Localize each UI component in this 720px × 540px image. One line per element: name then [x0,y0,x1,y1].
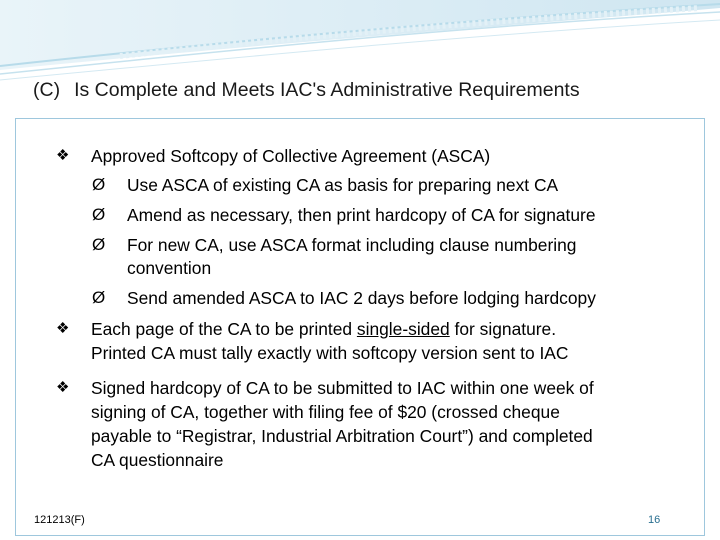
arrow-bullet-icon: Ø [92,235,106,254]
sub-item-3-cont: convention [127,258,212,278]
bullet-2-text-after: for signature. [449,319,557,339]
sub-item-2: Amend as necessary, then print hardcopy of CA for signature [127,205,596,225]
sub-item-3: For new CA, use ASCA format including clause numbering [127,235,577,255]
arrow-bullet-icon: Ø [92,205,106,224]
title-text: Is Complete and Meets IAC's Administrative Requirements [74,79,580,101]
sub-item-1: Use ASCA of existing CA as basis for preparing next CA [127,175,559,195]
bullet-2-text [91,317,556,341]
header-wave-decoration [0,0,720,120]
diamond-bullet-icon: ❖ [56,320,70,337]
bullet-3-line-1: Signed hardcopy of CA to be submitted to IAC within one week of [91,378,594,398]
bullet-1-text: Approved Softcopy of Collective Agreement (ASCA) [91,146,491,166]
sub-item-4: Send amended ASCA to IAC 2 days before lodging hardcopy [127,288,596,308]
slide-title [33,79,580,102]
page-number: 16 [648,514,661,526]
bullet-2-underlined: single-sided [356,319,450,339]
arrow-bullet-icon: Ø [92,175,106,194]
bullet-3-line-2: signing of CA, together with filing fee of $20 (crossed cheque [91,402,560,422]
title-tag: (C) [33,79,61,101]
diamond-bullet-icon: ❖ [56,379,70,396]
bullet-3-line-4: CA questionnaire [91,450,224,470]
diamond-bullet-icon: ❖ [56,147,70,164]
bullet-2-text-before: Each page of the CA to be printed [91,319,357,339]
bullet-2-line-2: Printed CA must tally exactly with softcopy version sent to IAC [91,343,569,363]
arrow-bullet-icon: Ø [92,288,106,307]
footer-code: 121213(F) [34,514,85,526]
bullet-3-line-3: payable to “Registrar, Industrial Arbitration Court”) and completed [91,426,593,446]
